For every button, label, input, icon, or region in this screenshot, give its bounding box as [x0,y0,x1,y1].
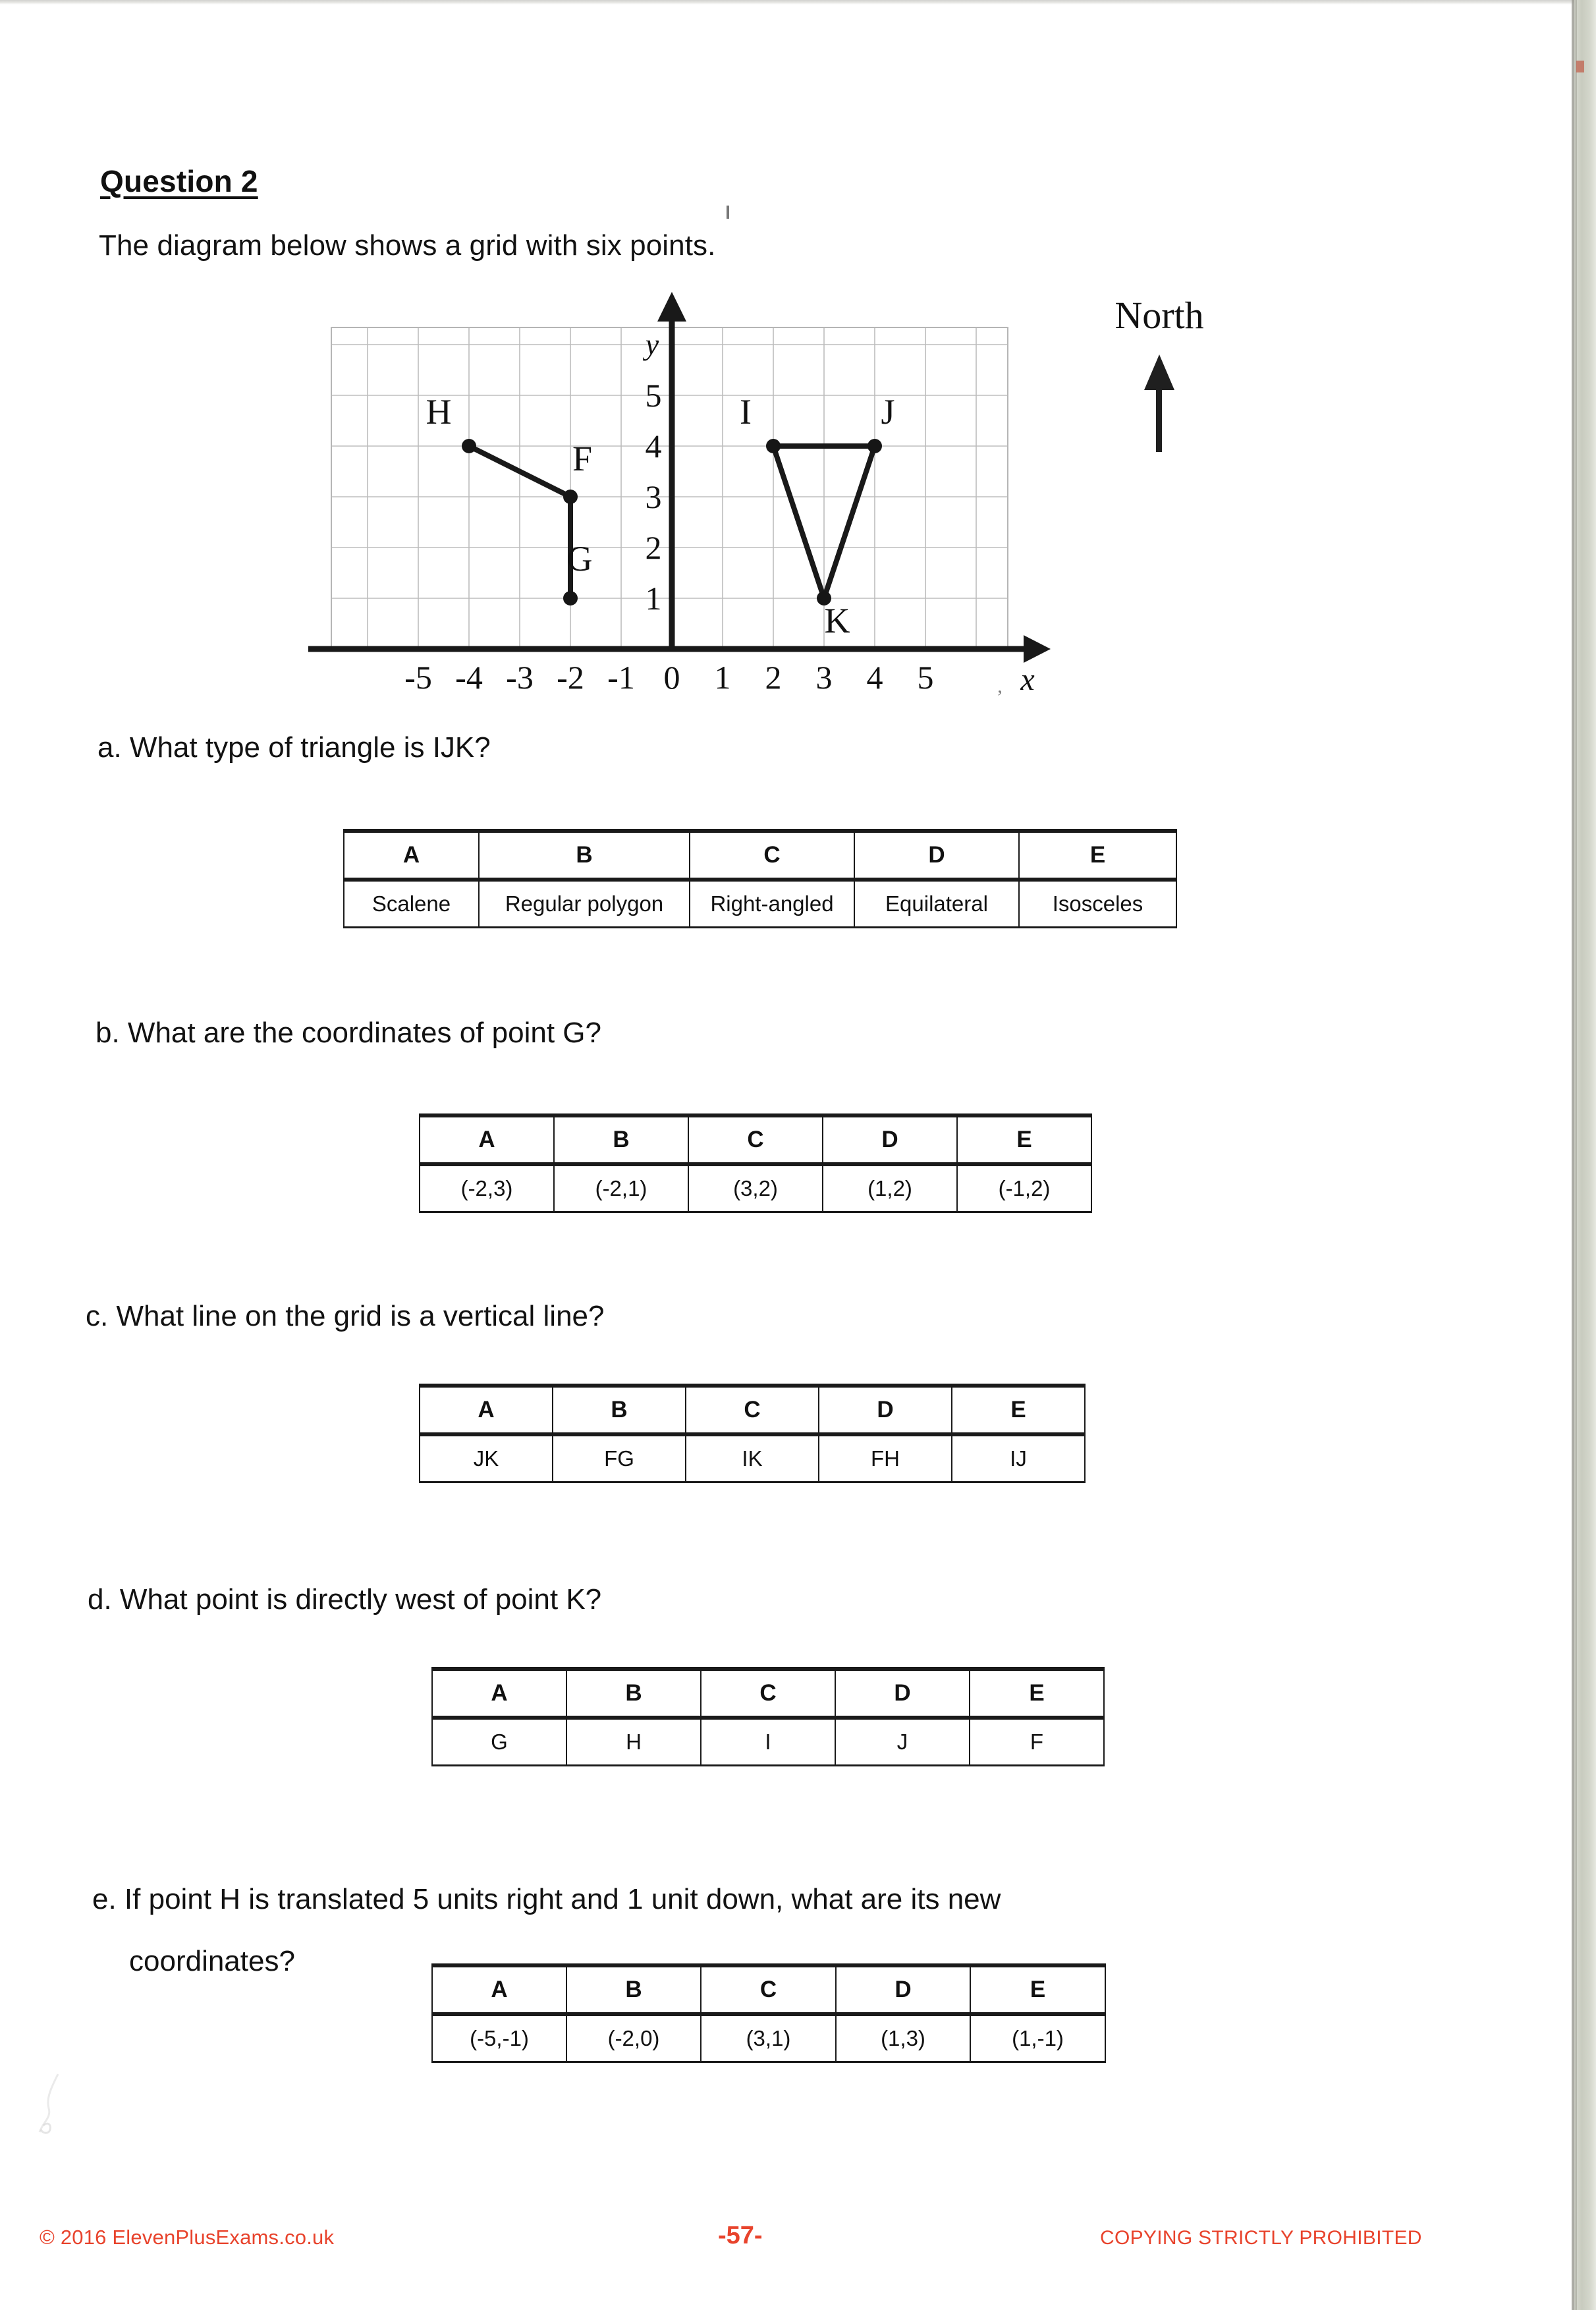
grid-point-label-i: I [740,392,752,432]
option-letter-e[interactable]: E [1019,831,1176,880]
grid-tick-labels [404,327,1034,697]
sub-question-c [86,1300,605,1333]
north-arrow-icon [1074,352,1245,457]
footer-copyright: © 2016 ElevenPlusExams.co.uk [40,2226,335,2249]
option-letter-e[interactable]: E [957,1115,1091,1164]
option-letter-d[interactable]: D [854,831,1019,880]
sub-question-text-a: What type of triangle is IJK? [129,731,491,764]
option-letter-c[interactable]: C [690,831,854,880]
x-tick-label: 2 [765,659,782,696]
sub-question-text-c: What line on the grid is a vertical line? [116,1300,605,1332]
x-tick-label: 3 [815,659,833,696]
option-letter-e[interactable]: E [970,1669,1104,1718]
sub-question-text2-e: coordinates? [129,1945,295,1977]
option-letter-c[interactable]: C [688,1115,823,1164]
x-tick-label: 4 [866,659,883,696]
option-value-a[interactable]: (-2,3) [420,1164,554,1212]
sub-question-letter-e: e. [92,1883,124,1915]
option-letter-d[interactable]: D [819,1386,952,1434]
option-value-e[interactable]: F [970,1718,1104,1766]
sub-question-text-e: If point H is translated 5 units right and 1 unit down, what are its new [124,1883,1001,1915]
pencil-smudge [32,2069,71,2141]
y-tick-label: 5 [645,377,662,414]
option-value-a[interactable]: JK [420,1434,553,1482]
option-letter-b[interactable]: B [554,1115,688,1164]
option-letter-a[interactable]: A [344,831,479,880]
sub-question-b [96,1017,601,1050]
coordinate-grid-svg [303,290,1054,698]
option-value-c[interactable]: IK [686,1434,819,1482]
option-value-d[interactable]: Equilateral [854,880,1019,928]
option-letter-c[interactable]: C [701,1965,836,2014]
sub-question-letter-d: d. [88,1583,120,1616]
compass-north-label: North [1114,294,1204,337]
option-letter-b[interactable]: B [479,831,690,880]
footer-copy-notice: COPYING STRICTLY PROHIBITED [1100,2227,1422,2249]
grid-point-label-j: J [881,392,895,432]
answer-options-value-row [432,2014,1105,2062]
answer-options-table-c [419,1384,1086,1483]
answer-options-table-e [431,1963,1106,2063]
option-value-c[interactable]: (3,2) [688,1164,823,1212]
option-value-a[interactable]: Scalene [344,880,479,928]
option-value-a[interactable]: (-5,-1) [432,2014,566,2062]
option-letter-e[interactable]: E [970,1965,1105,2014]
answer-options-header-row [432,1965,1105,2014]
x-tick-label: -4 [455,659,483,696]
grid-point-label-k: K [824,601,850,640]
option-letter-d[interactable]: D [836,1965,970,2014]
sub-question-text-b: What are the coordinates of point G? [127,1017,602,1049]
option-value-e[interactable]: IJ [952,1434,1085,1482]
coordinate-grid-diagram [303,290,1054,698]
option-value-b[interactable]: (-2,1) [554,1164,688,1212]
x-tick-label: 1 [714,659,731,696]
x-tick-label: -3 [506,659,534,696]
option-value-e[interactable]: (1,-1) [970,2014,1105,2062]
option-value-d[interactable]: J [835,1718,970,1766]
x-tick-label: -5 [404,659,432,696]
answer-options-table-b [419,1113,1092,1213]
option-letter-b[interactable]: B [566,1669,701,1718]
answer-options-table-d [431,1667,1105,1766]
scan-speck: , [997,675,1003,697]
x-tick-label: 5 [917,659,934,696]
sub-question-d [88,1583,601,1616]
option-value-c[interactable]: Right-angled [690,880,854,928]
sub-question-letter-a: a. [97,731,130,764]
footer-page-number: -57- [718,2222,763,2249]
grid-axes [308,292,1051,663]
option-value-e[interactable]: Isosceles [1019,880,1176,928]
answer-options-header-row [420,1115,1091,1164]
option-value-c[interactable]: (3,1) [701,2014,836,2062]
option-value-a[interactable]: G [432,1718,566,1766]
option-letter-c[interactable]: C [701,1669,835,1718]
option-letter-d[interactable]: D [823,1115,957,1164]
y-tick-label: 1 [645,580,662,617]
option-value-b[interactable]: H [566,1718,701,1766]
question-title: Question 2 [100,164,258,198]
scan-right-margin-shadow [1572,0,1577,2310]
option-letter-d[interactable]: D [835,1669,970,1718]
option-value-c[interactable]: I [701,1718,835,1766]
question-intro: The diagram below shows a grid with six points. [99,229,716,262]
option-letter-b[interactable]: B [566,1965,701,2014]
option-letter-e[interactable]: E [952,1386,1085,1434]
answer-options-value-row [420,1434,1085,1482]
x-tick-label: 0 [663,659,680,696]
sub-question-letter-b: b. [96,1017,128,1049]
y-tick-label: 4 [645,428,662,465]
answer-options-header-row [420,1386,1085,1434]
scan-right-margin-strip [1574,0,1596,2310]
y-tick-label: 3 [645,478,662,515]
answer-options-value-row [420,1164,1091,1212]
answer-options-value-row [344,880,1176,928]
option-letter-b[interactable]: B [553,1386,686,1434]
y-tick-label: 2 [645,529,662,566]
x-tick-label: -1 [607,659,635,696]
option-value-d[interactable]: (1,3) [836,2014,970,2062]
option-value-b[interactable]: Regular polygon [479,880,690,928]
option-value-d[interactable]: FH [819,1434,952,1482]
grid-point-label-g: G [566,539,593,578]
option-value-b[interactable]: (-2,0) [566,2014,701,2062]
scan-stray-mark [727,206,729,219]
answer-options-value-row [432,1718,1104,1766]
option-value-e[interactable]: (-1,2) [957,1164,1091,1212]
scan-red-fleck [1576,61,1584,72]
sub-question-a [97,731,491,764]
option-letter-a[interactable]: A [432,1965,566,2014]
compass-north [1074,296,1245,494]
grid-point-label-h: H [426,392,452,432]
answer-options-header-row [344,831,1176,880]
sub-question-text-d: What point is directly west of point K? [119,1583,602,1616]
x-tick-label: -2 [557,659,584,696]
y-axis-label: y [645,327,659,361]
scan-top-edge [0,0,1596,5]
option-letter-a[interactable]: A [420,1386,553,1434]
option-value-d[interactable]: (1,2) [823,1164,957,1212]
answer-options-header-row [432,1669,1104,1718]
option-value-b[interactable]: FG [553,1434,686,1482]
sub-question-letter-c: c. [86,1300,117,1332]
x-axis-label: x [1020,662,1035,697]
grid-point-label-f: F [572,439,593,478]
option-letter-a[interactable]: A [432,1669,566,1718]
option-letter-c[interactable]: C [686,1386,819,1434]
answer-options-table-a [343,829,1177,928]
sub-question-e [92,1883,1001,1916]
option-letter-a[interactable]: A [420,1115,554,1164]
